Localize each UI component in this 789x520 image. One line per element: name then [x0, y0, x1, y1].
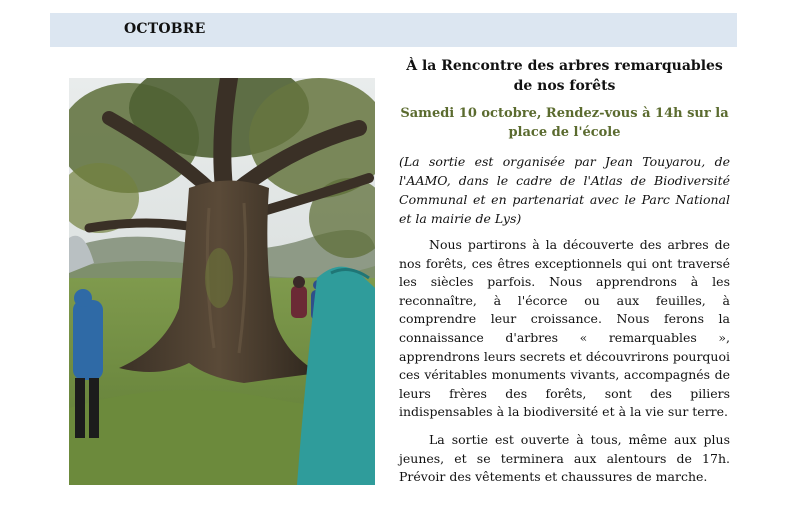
article	[399, 56, 730, 487]
article-title: À la Rencontre des arbres remarquables de nos forêts	[406, 58, 723, 94]
month-banner	[50, 13, 737, 47]
month-label: OCTOBRE	[124, 21, 206, 37]
body-paragraph: Nous partirons à la découverte des arbres de nos forêts, ces êtres exceptionnels qui ont traversé les siècles parfois. Nous apprendrons à les reconnaître, à l'écorce ou aux feuilles, à comprendre leur croissance. Nous ferons la connaissance d'arbres « remarquables », apprendrons leurs secrets et découvrirons pourquoi ces véritables monuments vivants, accompagnés de leurs frères des forêts, sont des piliers indispensables à la biodiversité et à la vie sur terre.	[399, 237, 730, 420]
remarkable-oak-tree-photo	[69, 78, 375, 485]
body-paragraph: La sortie est ouverte à tous, même aux plus jeunes, et se terminera aux alentours de 17h. Prévoir des vêtements et chaussures de marche.	[399, 431, 730, 485]
intro-text: (La sortie est organisée par Jean Touyarou, de l'AAMO, dans le cadre de l'Atlas de Biodiversité Communal et en partenariat avec le Parc National et la mairie de Lys)	[399, 154, 730, 226]
date-line: Samedi 10 octobre, Rendez-vous à 14h sur la place de l'école	[400, 106, 729, 140]
